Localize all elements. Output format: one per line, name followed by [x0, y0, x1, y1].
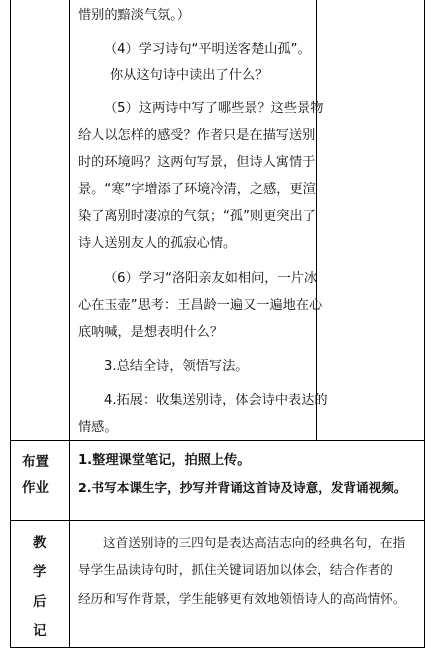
process-line: 4.拓展：收集送别诗，体会诗中表达的 [104, 393, 328, 408]
reflection-line: 这首送别诗的三四句是表达高洁志向的经典名句，在指 [103, 535, 406, 550]
column-divider-right [316, 0, 317, 440]
homework-item: 1.整理课堂笔记，拍照上传。 [78, 453, 251, 468]
process-line: 底呐喊，是想表明什么？ [78, 325, 224, 340]
process-line: 3.总结全诗，领悟写法。 [104, 359, 249, 374]
table-border-bottom [10, 647, 425, 648]
table-border-right [424, 0, 425, 648]
process-line: 你从这句诗中读出了什么？ [110, 68, 269, 83]
process-line: 惜别的黯淡气氛。） [78, 8, 191, 23]
homework-label-line2: 作业 [22, 480, 49, 496]
reflection-label-char: 记 [33, 623, 47, 639]
homework-item: 2.书写本课生字，抄写并背诵这首诗及诗意，发背诵视频。 [78, 480, 407, 495]
homework-label-line1: 布置 [22, 454, 49, 470]
reflection-line: 导学生品读诗句时，抓住关键词语加以体会，结合作者的 [78, 562, 393, 577]
reflection-label-char: 后 [33, 594, 47, 610]
process-line: 景。“寒”字增添了环境冷清，之感，更渲 [78, 182, 316, 197]
reflection-line: 经历和写作背景，学生能够更有效地领悟诗人的高尚情怀。 [78, 591, 406, 606]
process-line: （4）学习诗句“平明送客楚山孤”。 [104, 42, 311, 57]
process-line: （5）这两诗中写了哪些景？这些景物 [104, 101, 324, 116]
table-border-left [10, 0, 11, 648]
lesson-plan-table [10, 0, 425, 648]
reflection-label-char: 学 [33, 564, 47, 580]
process-line: 染了离别时凄凉的气氛；“孤”则更突出了 [78, 209, 316, 224]
process-line: 诗人送别友人的孤寂心情。 [78, 236, 237, 251]
process-line: 情感。 [78, 420, 118, 435]
process-line: 给人以怎样的感受？作者只是在描写送别 [78, 128, 316, 143]
column-divider-left [69, 0, 70, 648]
process-line: 时的环境吗？这两句写景，但诗人寓情于 [78, 155, 316, 170]
process-line: （6）学习“洛阳亲友如相问，一片冰 [104, 271, 318, 286]
row-divider-1 [10, 440, 425, 441]
process-line: 心在玉壶”思考：王昌龄一遍又一遍地在心 [78, 298, 323, 313]
row-divider-2 [10, 520, 425, 521]
reflection-label-char: 教 [33, 535, 47, 551]
